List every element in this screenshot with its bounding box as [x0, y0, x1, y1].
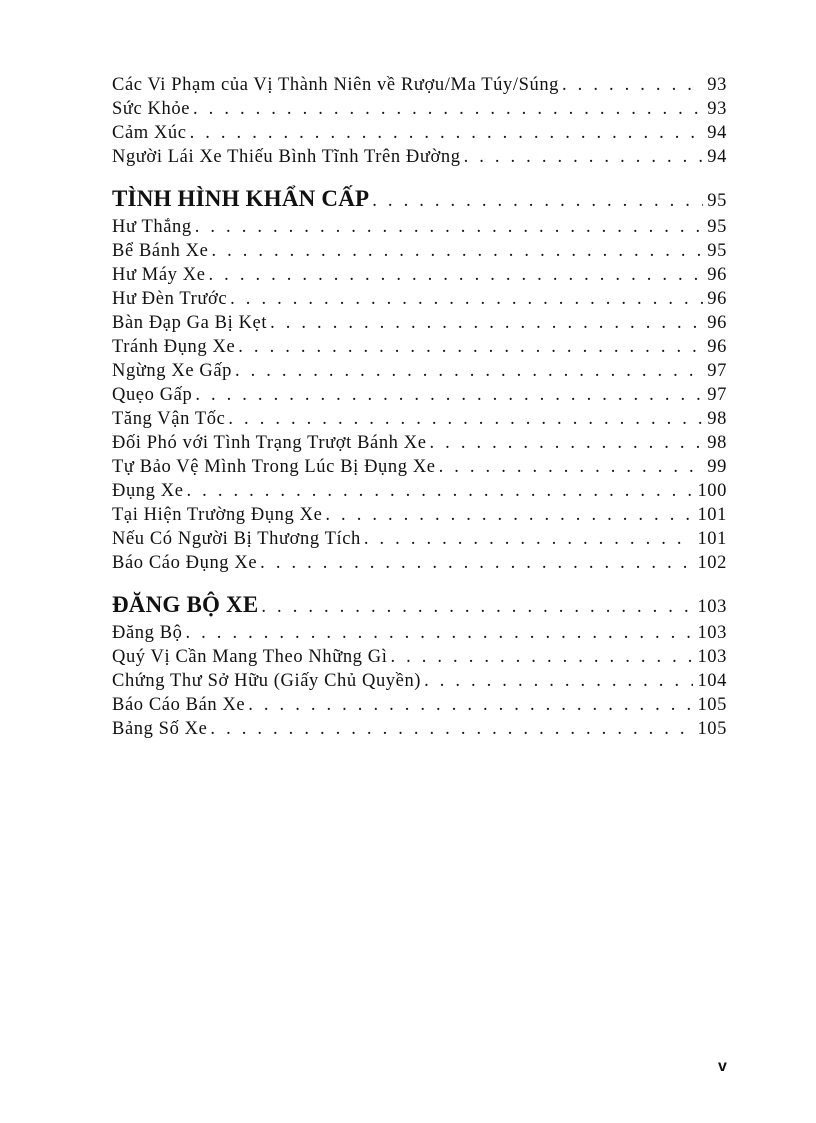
dot-leader: [225, 407, 703, 431]
table-of-contents: [112, 73, 727, 741]
section-heading: ĐĂNG BỘ XE: [112, 592, 259, 617]
dot-leader: [559, 73, 703, 97]
toc-entry: [112, 717, 727, 741]
toc-entry-page: 97: [707, 361, 727, 381]
toc-entry: [112, 121, 727, 145]
page-number: v: [718, 1058, 727, 1075]
dot-leader: [187, 121, 704, 145]
section-page: 103: [697, 597, 727, 617]
toc-entry-title: Đối Phó với Tình Trạng Trượt Bánh Xe: [112, 433, 427, 453]
toc-entry-page: 103: [697, 623, 727, 643]
toc-entry-title: Bảng Số Xe: [112, 719, 208, 739]
toc-entry: [112, 215, 727, 239]
toc-entry: [112, 335, 727, 359]
toc-entry-title: Báo Cáo Đụng Xe: [112, 553, 258, 573]
toc-entry: [112, 621, 727, 645]
toc-entry: [112, 287, 727, 311]
toc-entry-page: 94: [707, 123, 727, 143]
dot-leader: [322, 503, 693, 527]
dot-leader: [257, 551, 693, 575]
toc-entry-title: Tránh Đụng Xe: [112, 337, 236, 357]
toc-section-emergency: [112, 183, 727, 215]
toc-entry: [112, 239, 727, 263]
toc-entry: [112, 693, 727, 717]
dot-leader: [232, 359, 703, 383]
dot-leader: [421, 669, 693, 693]
toc-entry-page: 93: [707, 99, 727, 119]
toc-entry: [112, 431, 727, 455]
toc-entry-title: Hư Đèn Trước: [112, 289, 228, 309]
toc-entry-title: Tại Hiện Trường Đụng Xe: [112, 505, 323, 525]
dot-leader: [208, 239, 703, 263]
dot-leader: [369, 185, 703, 217]
dot-leader: [387, 645, 693, 669]
dot-leader: [245, 693, 693, 717]
toc-entry: [112, 455, 727, 479]
toc-entry: [112, 479, 727, 503]
section-heading: TÌNH HÌNH KHẨN CẤP: [112, 186, 370, 211]
section-page: 95: [707, 191, 727, 211]
toc-entry-page: 96: [707, 313, 727, 333]
toc-entry-title: Bể Bánh Xe: [112, 241, 209, 261]
toc-entry-title: Tự Bảo Vệ Mình Trong Lúc Bị Đụng Xe: [112, 457, 436, 477]
toc-entry-title: Hư Thắng: [112, 217, 192, 237]
dot-leader: [427, 431, 704, 455]
toc-entry-page: 104: [697, 671, 727, 691]
toc-entry: [112, 383, 727, 407]
toc-entry-page: 98: [707, 409, 727, 429]
toc-entry-title: Tăng Vận Tốc: [112, 409, 226, 429]
toc-entry-title: Các Vi Phạm của Vị Thành Niên về Rượu/Ma Túy/Súng: [112, 75, 560, 95]
toc-entry-title: Đăng Bộ: [112, 623, 183, 643]
toc-entry-page: 102: [697, 553, 727, 573]
toc-entry-title: Quẹo Gấp: [112, 385, 193, 405]
toc-entry-title: Người Lái Xe Thiếu Bình Tĩnh Trên Đường: [112, 147, 461, 167]
toc-entry-page: 103: [697, 647, 727, 667]
toc-entry-page: 93: [707, 75, 727, 95]
toc-entry-page: 95: [707, 217, 727, 237]
dot-leader: [267, 311, 703, 335]
toc-entry-page: 101: [697, 529, 727, 549]
toc-entry: [112, 311, 727, 335]
toc-entry-title: Hư Máy Xe: [112, 265, 206, 285]
dot-leader: [190, 97, 703, 121]
toc-entry-title: Bàn Đạp Ga Bị Kẹt: [112, 313, 268, 333]
toc-entry-title: Chứng Thư Sở Hữu (Giấy Chủ Quyền): [112, 671, 422, 691]
toc-entry-page: 96: [707, 337, 727, 357]
toc-entry: [112, 359, 727, 383]
toc-entry: [112, 407, 727, 431]
toc-entry: [112, 97, 727, 121]
toc-entry: [112, 73, 727, 97]
toc-entry-page: 99: [707, 457, 727, 477]
dot-leader: [436, 455, 704, 479]
toc-entry: [112, 645, 727, 669]
dot-leader: [227, 287, 703, 311]
toc-entry-title: Ngừng Xe Gấp: [112, 361, 232, 381]
dot-leader: [192, 383, 703, 407]
toc-entry-title: Nếu Có Người Bị Thương Tích: [112, 529, 361, 549]
toc-entry-title: Báo Cáo Bán Xe: [112, 695, 246, 715]
dot-leader: [183, 621, 694, 645]
dot-leader: [361, 527, 694, 551]
dot-leader: [207, 717, 693, 741]
toc-entry: [112, 527, 727, 551]
toc-entry-page: 100: [697, 481, 727, 501]
dot-leader: [461, 145, 704, 169]
toc-entry: [112, 669, 727, 693]
toc-entry-page: 101: [697, 505, 727, 525]
dot-leader: [184, 479, 694, 503]
toc-entry: [112, 145, 727, 169]
dot-leader: [258, 591, 693, 623]
dot-leader: [192, 215, 704, 239]
toc-entry: [112, 551, 727, 575]
toc-entry-page: 98: [707, 433, 727, 453]
toc-entry: [112, 263, 727, 287]
toc-entry: [112, 503, 727, 527]
toc-entry-page: 96: [707, 265, 727, 285]
toc-entry-title: Sức Khỏe: [112, 99, 191, 119]
toc-entry-page: 105: [697, 719, 727, 739]
toc-section-registration: [112, 589, 727, 621]
dot-leader: [235, 335, 703, 359]
toc-entry-title: Quý Vị Cần Mang Theo Những Gì: [112, 647, 388, 667]
dot-leader: [206, 263, 704, 287]
toc-entry-page: 95: [707, 241, 727, 261]
toc-entry-title: Đụng Xe: [112, 481, 184, 501]
toc-entry-page: 105: [697, 695, 727, 715]
toc-entry-page: 94: [707, 147, 727, 167]
toc-entry-page: 97: [707, 385, 727, 405]
toc-entry-page: 96: [707, 289, 727, 309]
toc-entry-title: Cảm Xúc: [112, 123, 187, 143]
